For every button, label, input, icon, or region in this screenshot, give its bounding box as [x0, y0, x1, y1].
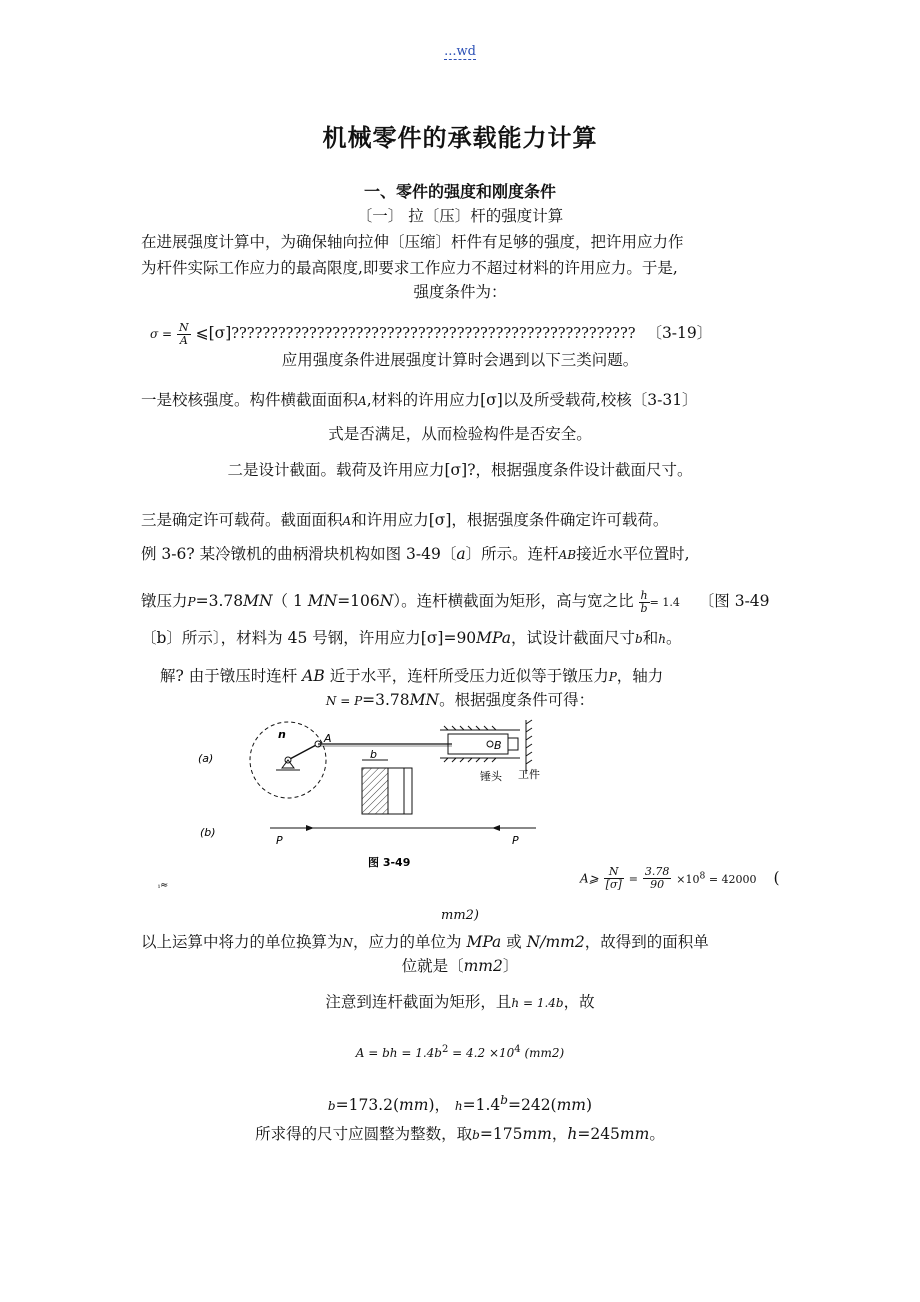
lower-guide-hatch	[444, 758, 496, 762]
header-mark[interactable]	[0, 44, 920, 59]
ratio-fraction: $\frac{h}{b}$	[640, 588, 648, 615]
joint-A-label: A	[324, 732, 332, 745]
page-title: 机械零件的承载能力计算	[322, 123, 598, 152]
joint-B	[487, 741, 493, 747]
crank-n-label: n	[278, 728, 286, 741]
item3: 三是确定许可载荷。截面面积A和许用应力[σ]，根据强度条件确定许可载荷。	[141, 511, 669, 529]
force-P-right: P	[512, 834, 519, 847]
solution-line1: 解? 由于镦压时连杆 AB 近于水平，连杆所受压力近似等于镦压力P，轴力	[160, 667, 664, 685]
formula-fraction: $\frac{N}{A}$	[179, 320, 189, 347]
formula-rhs: [σ]	[208, 324, 232, 342]
para3-line2: 位就是〔mm2〕	[401, 957, 519, 975]
solution-line2: N = P=3.78MN。根据强度条件可得：	[325, 691, 595, 709]
figure-caption: 图 3-49	[368, 856, 411, 869]
example-line3: 〔b〕所示〕，材料为 45 号钢，许用应力[σ]=90MPa，试设计截面尺寸b和h。	[141, 629, 682, 647]
rod-section-outline	[388, 768, 412, 814]
formula-filler: ????????????????????????????????????????????????????	[231, 326, 636, 342]
upper-guide-hatch	[444, 726, 496, 730]
item2: 二是设计截面。载荷及许用应力[σ]?，根据强度条件设计截面尺寸。	[227, 461, 693, 479]
figure-label-a: (a)	[198, 752, 214, 765]
workpiece-label: 工件	[518, 768, 540, 781]
figure-3-49	[190, 716, 550, 876]
item1-line1: 一是校核强度。构件横截面面积A,材料的许用应力[σ]以及所受载荷,校核〔3-31〕	[141, 391, 698, 409]
formula-area-unit: mm2)	[441, 908, 479, 923]
para1-line1: 在进展强度计算中，为确保轴向拉伸〔压缩〕杆件有足够的强度，把许用应力作	[141, 233, 684, 251]
para1-line3: 强度条件为：	[413, 283, 507, 301]
arrow-left	[306, 825, 314, 831]
result-b-h: b=173.2(mm)， h=1.4$^b$=242(mm)	[327, 1093, 593, 1115]
para3-line1: 以上运算中将力的单位换算为N，应力的单位为 MPa 或 N/mm2，故得到的面积单	[141, 933, 709, 951]
dim-b-label: b	[370, 748, 377, 761]
item1-line2: 式是否满足，从而检验构件是否安全。	[328, 425, 592, 443]
formula-relation: ⩽	[195, 324, 209, 342]
example-line2: 镦压力P=3.78MN（ 1 MN=106N）。连杆横截面为矩形，高与宽之比 $\frac{h}{b}$ = 1.4 〔图 3-49	[141, 588, 770, 615]
para2: 应用强度条件进展强度计算时会遇到以下三类问题。	[281, 351, 639, 369]
example-line1: 例 3-6? 某冷镦机的曲柄滑块机构如图 3-49〔a〕所示。连杆AB接近水平位置时,	[141, 545, 690, 563]
formula-3-19	[150, 316, 712, 350]
hammer-head	[508, 738, 518, 750]
subsection-heading: 〔一〕 拉〔压〕杆的强度计算	[356, 207, 564, 225]
arrow-right	[492, 825, 500, 831]
force-P-left: P	[276, 834, 283, 847]
para4: 注意到连杆截面为矩形，且h = 1.4b，故	[325, 993, 595, 1011]
formula-sigma: σ =	[150, 327, 173, 341]
para1-line2: 为杆件实际工作应力的最高限度,即要求工作应力不超过材料的许用应力。于是,	[141, 259, 678, 277]
section-heading: 一、零件的强度和刚度条件	[363, 182, 556, 201]
header-link[interactable]: ...wd	[444, 44, 476, 59]
formula-number: 〔3-19〕	[646, 324, 713, 342]
rod-section-hatched	[362, 768, 388, 814]
formula-area: A⩾ $\frac{N}{[\sigma]}$ = $\frac{3.78}{90}$ $\times 10^8 = 42000$ (	[580, 865, 780, 892]
formula-bh: A = bh = $1.4b^2 = 4.2 \times 10^4$ (mm2)	[355, 1044, 565, 1060]
final-result: 所求得的尺寸应圆整为整数，取b=175mm，h=245mm。	[255, 1125, 665, 1143]
figure-label-b: (b)	[200, 826, 216, 839]
stray-mark: ᵢ≈	[158, 880, 169, 891]
joint-B-label: B	[494, 739, 502, 752]
wall-hatch	[526, 720, 532, 764]
crank-arm	[288, 744, 318, 760]
hammer-label: 锤头	[480, 770, 502, 783]
